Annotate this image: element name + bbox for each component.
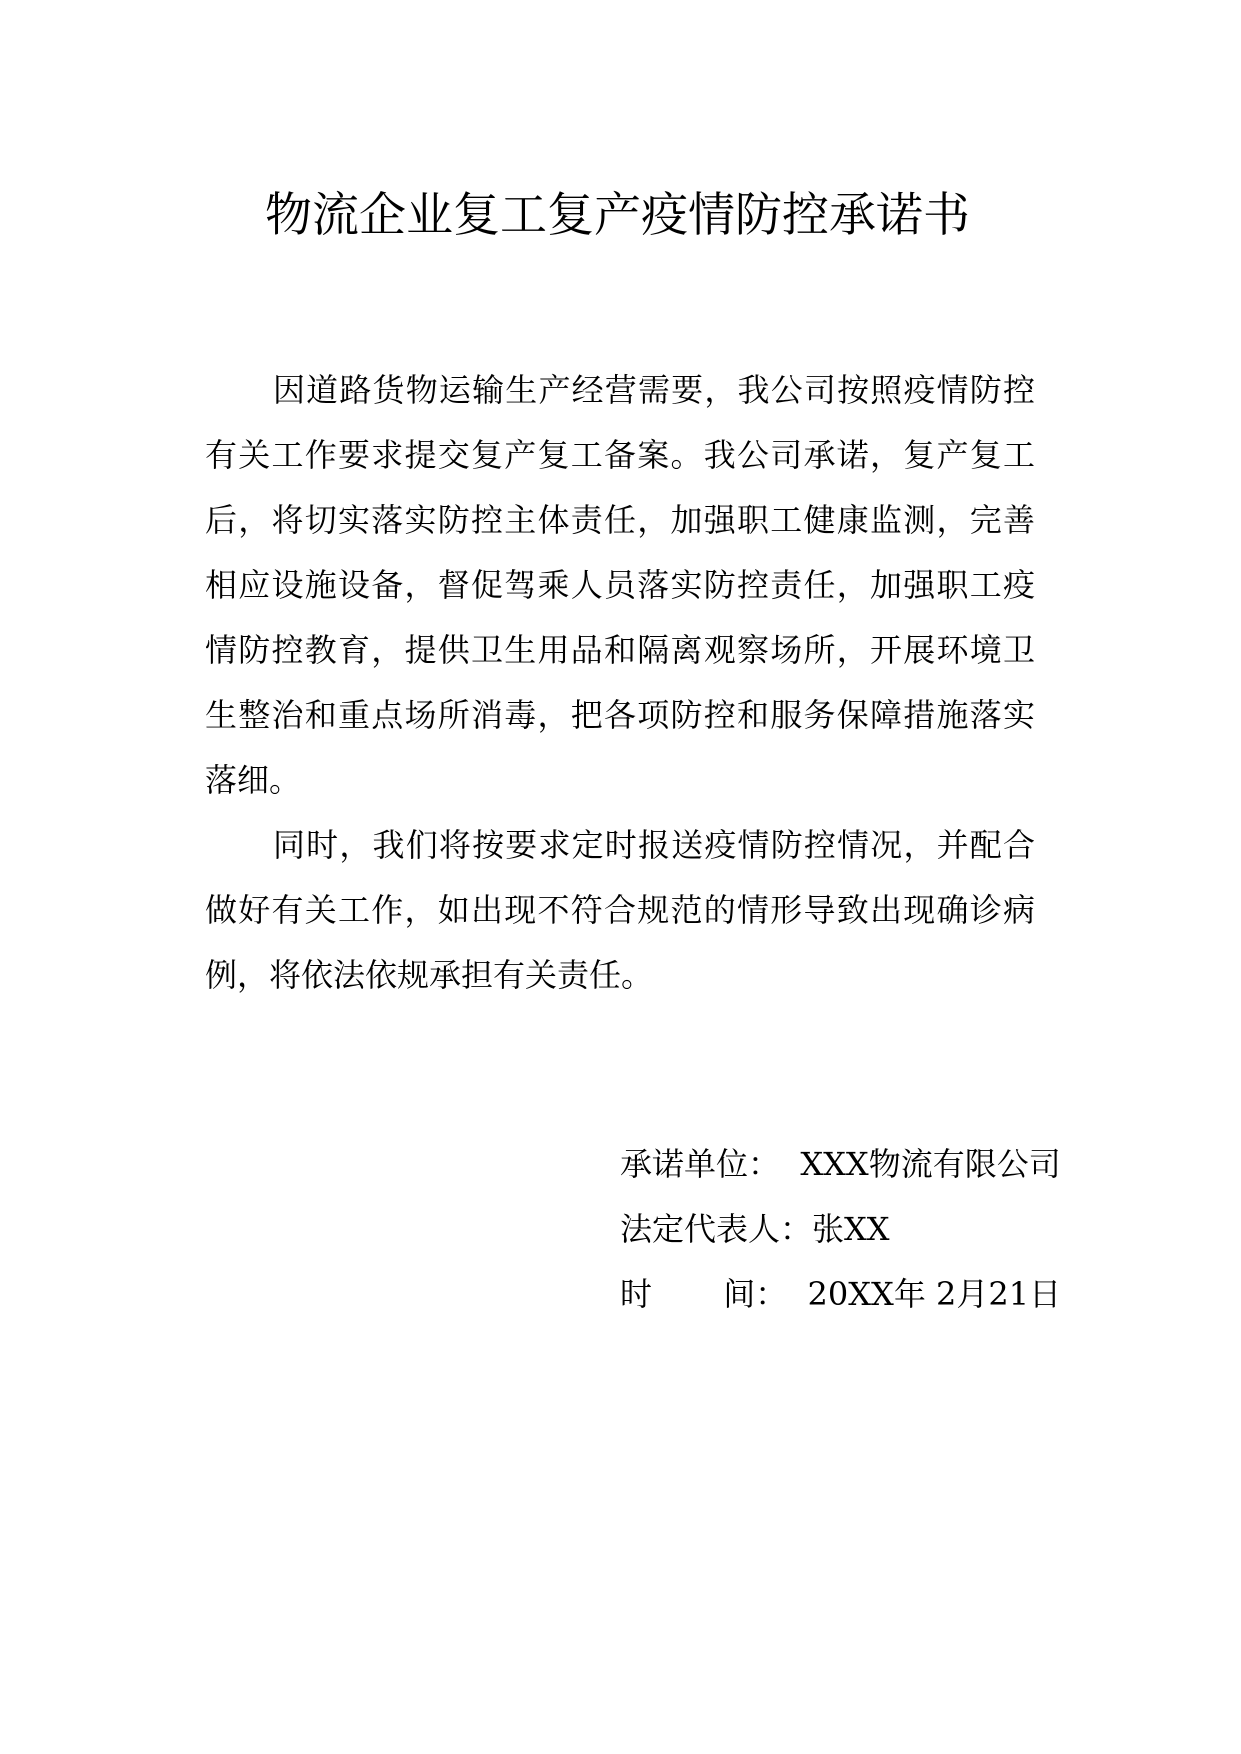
paragraph-1: 因道路货物运输生产经营需要，我公司按照疫情防控有关工作要求提交复产复工备案。我公司承诺，复产复工后，将切实落实防控主体责任，加强职工健康监测，完善相应设施设备，督促驾乘人员落实防控责任，加强职工疫情防控教育，提供卫生用品和隔离观察场所，开展环境卫生整治和重点场所消毒，把各项防控和服务保障措施落实落细。 xyxy=(205,371,1035,799)
signature-representative: 法定代表人：张XX xyxy=(620,1210,890,1248)
paragraph-2: 同时，我们将按要求定时报送疫情防控情况，并配合做好有关工作，如出现不符合规范的情形导致出现确诊病例，将依法依规承担有关责任。 xyxy=(205,826,1035,994)
signature-block xyxy=(620,1132,1080,1327)
document-body xyxy=(205,358,1035,1008)
signature-date: 时 间： 20XX年 2月21日 xyxy=(620,1275,1062,1313)
document-title: 物流企业复工复产疫情防控承诺书 xyxy=(265,188,970,243)
signature-unit: 承诺单位： XXX物流有限公司 xyxy=(620,1145,1061,1183)
